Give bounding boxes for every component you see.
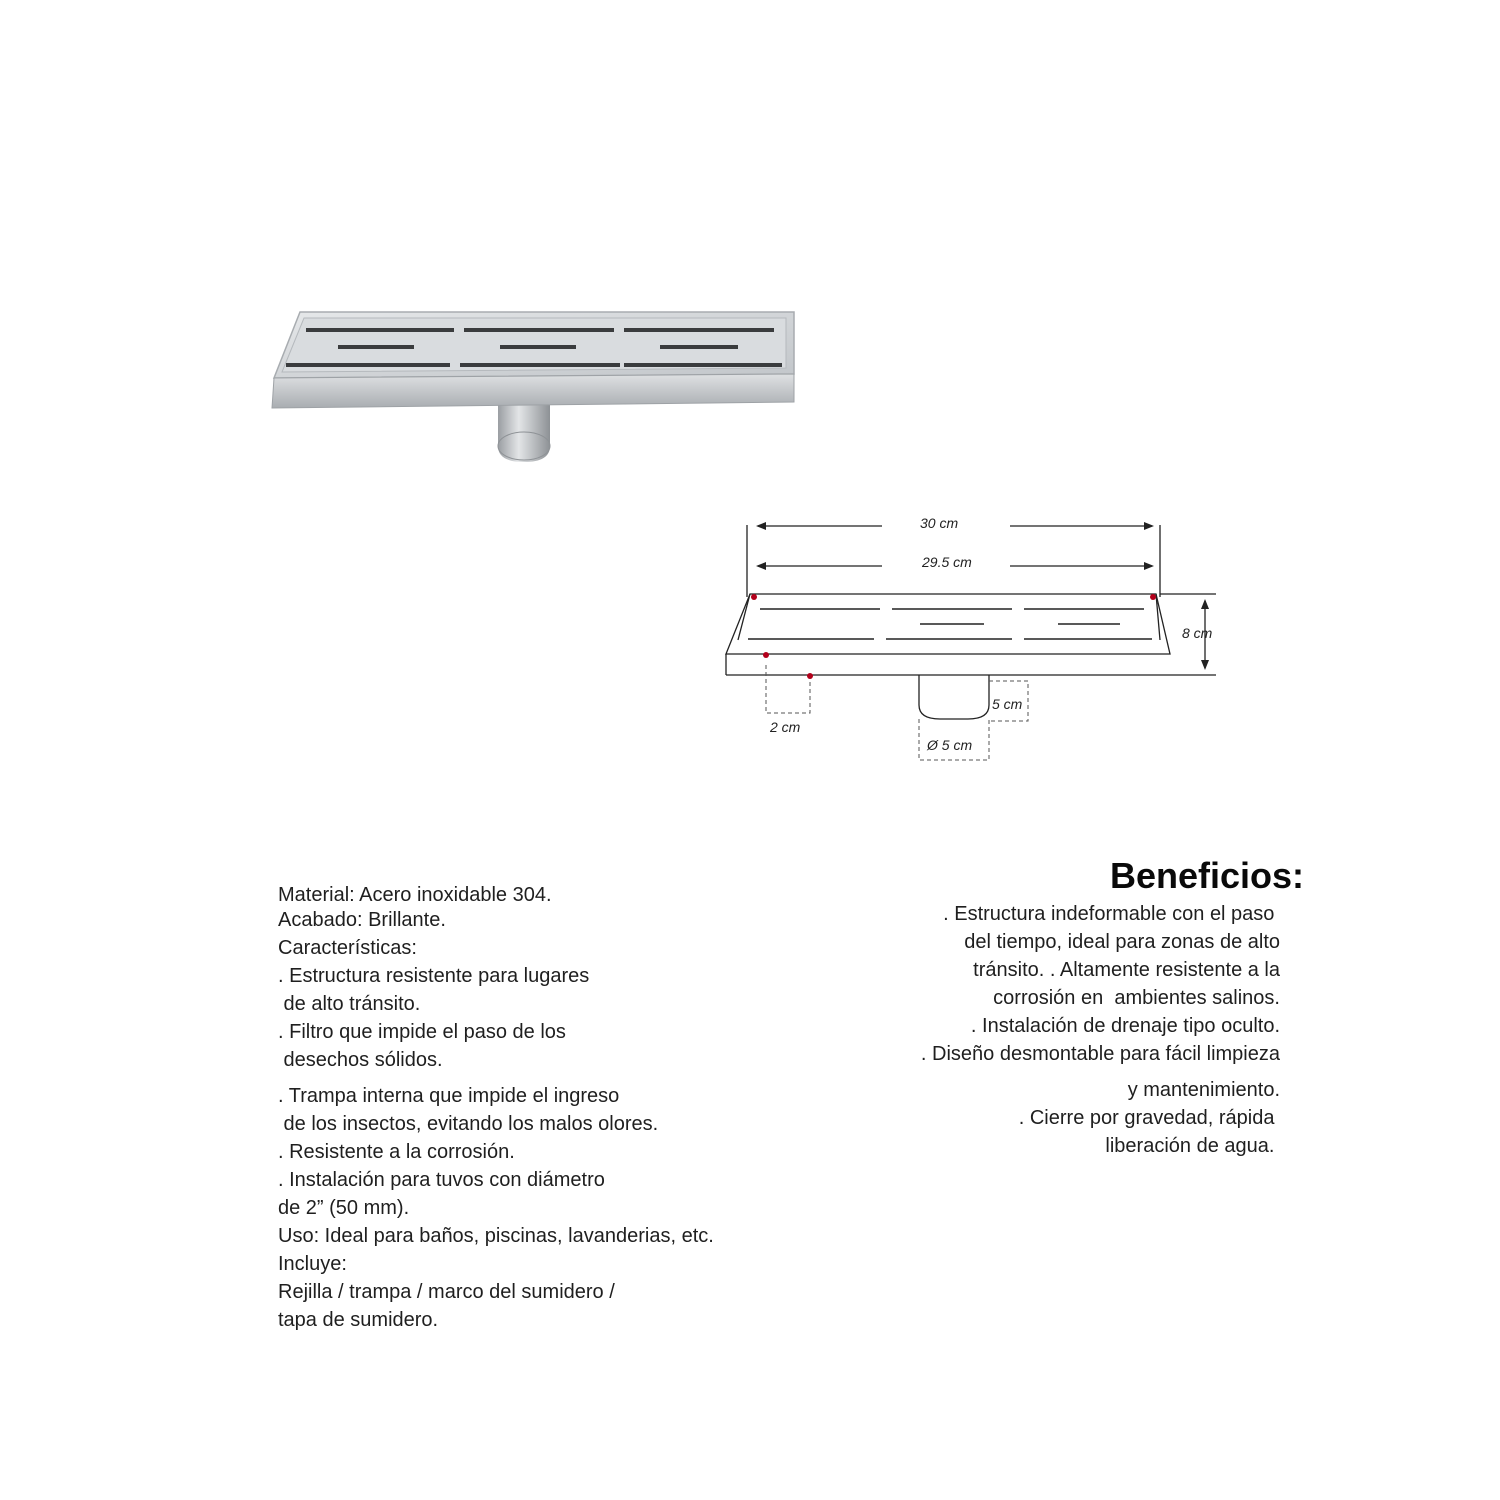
- spec-line: de alto tránsito.: [278, 993, 421, 1015]
- benefit-line: liberación de agua.: [1105, 1135, 1280, 1157]
- benefit-line: corrosión en ambientes salinos.: [993, 987, 1280, 1009]
- benefit-line: del tiempo, ideal para zonas de alto: [964, 931, 1280, 953]
- label-height: 8 cm: [1182, 625, 1213, 641]
- spec-line: Características:: [278, 937, 417, 959]
- spec-line: tapa de sumidero.: [278, 1309, 439, 1331]
- spec-line: . Instalación para tuvos con diámetro: [278, 1169, 605, 1191]
- drain-product-image: [268, 306, 808, 476]
- benefit-line: tránsito. . Altamente resistente a la: [973, 959, 1280, 981]
- spec-line: . Resistente a la corrosión.: [278, 1141, 515, 1163]
- label-outlet-diameter: Ø 5 cm: [927, 737, 973, 753]
- spec-line: . Estructura resistente para lugares: [278, 965, 590, 987]
- spec-line: de 2” (50 mm).: [278, 1197, 410, 1219]
- benefit-line: . Diseño desmontable para fácil limpieza: [920, 1043, 1280, 1065]
- spec-line: Acabado: Brillante.: [278, 909, 446, 931]
- spec-line: . Filtro que impide el paso de los: [278, 1021, 566, 1043]
- label-flange-width: 2 cm: [770, 719, 801, 735]
- label-inner-length: 29.5 cm: [922, 554, 972, 570]
- spec-line: . Trampa interna que impide el ingreso: [278, 1085, 620, 1107]
- benefits-section: [810, 852, 1304, 1160]
- product-specifications: [278, 884, 818, 1334]
- spec-line: Material: Acero inoxidable 304.: [278, 884, 552, 906]
- spec-line: de los insectos, evitando los malos olores.: [278, 1113, 659, 1135]
- benefit-line: . Cierre por gravedad, rápida: [1018, 1107, 1280, 1129]
- benefit-line: . Instalación de drenaje tipo oculto.: [970, 1015, 1280, 1037]
- dimension-markers: [751, 594, 1156, 679]
- benefits-title: Beneficios:: [1109, 855, 1304, 896]
- label-outlet-height: 5 cm: [992, 696, 1023, 712]
- spec-line: Incluye:: [278, 1253, 347, 1275]
- spec-line: desechos sólidos.: [278, 1049, 443, 1071]
- spec-line: Rejilla / trampa / marco del sumidero /: [278, 1281, 615, 1303]
- dimension-diagram: [720, 505, 1240, 775]
- benefit-line: . Estructura indeformable con el paso: [943, 903, 1280, 925]
- spec-line: Uso: Ideal para baños, piscinas, lavanderias, etc.: [278, 1225, 714, 1247]
- label-total-length: 30 cm: [920, 515, 959, 531]
- benefit-line: y mantenimiento.: [1127, 1079, 1280, 1101]
